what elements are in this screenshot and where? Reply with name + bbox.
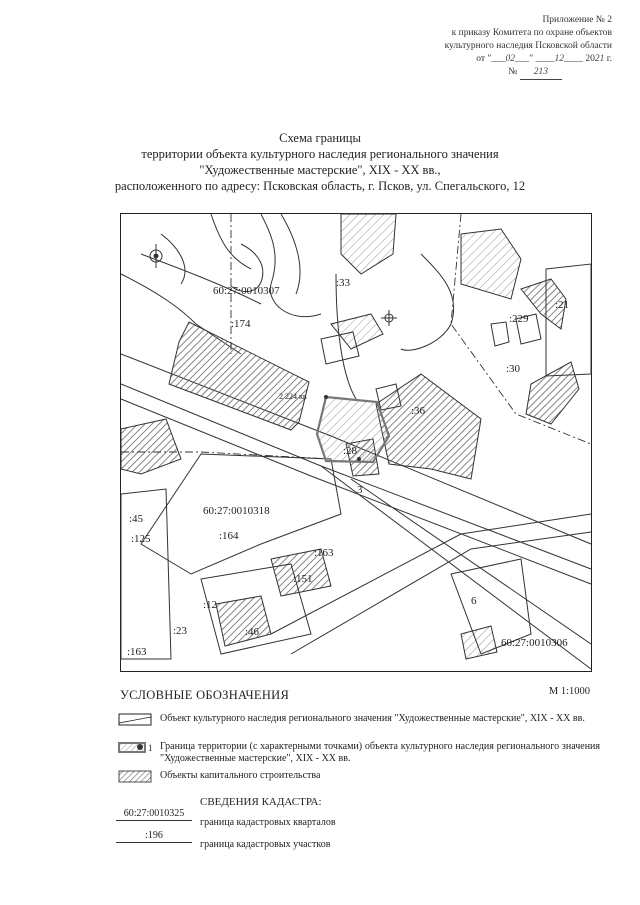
label-parcel-163a: :163 bbox=[314, 547, 334, 559]
legend-buildings-text: Объекты капитального строительства bbox=[160, 770, 321, 781]
number-value: 213 bbox=[520, 66, 562, 80]
order-line-1: к приказу Комитета по охране объектов bbox=[451, 28, 612, 38]
legend-object-symbol bbox=[118, 713, 152, 725]
survey-marker-icon bbox=[150, 244, 162, 268]
order-number bbox=[352, 66, 562, 80]
label-parcel-12: :12 bbox=[203, 599, 218, 611]
label-parcel-33: :33 bbox=[336, 277, 351, 289]
legend-object-text: Объект культурного наследия регионального значения "Художественные мастерские", XIX - XX вв. bbox=[160, 713, 585, 724]
legend-boundary-text: Граница территории (с характерными точками) объекта культурного наследия регионального значения "Художественные мастерские", XIX - XX вв. bbox=[160, 741, 600, 764]
label-parcel-125: :125 bbox=[131, 533, 151, 545]
label-parcel-46: :46 bbox=[245, 626, 260, 638]
label-parcel-229: :229 bbox=[509, 313, 529, 325]
map-drawing bbox=[121, 214, 591, 671]
label-parcel-45: :45 bbox=[129, 513, 144, 525]
order-date: от "___02___" ____12____ 2021 г. bbox=[476, 54, 612, 64]
cadastre-parcel-text: граница кадастровых участков bbox=[200, 839, 331, 850]
label-quarter-0307: 60:27:0010307 bbox=[213, 285, 280, 297]
cadastre-parcel-sample: :196 bbox=[116, 830, 192, 843]
cadastre-quarter-sample: 60:27:0010325 bbox=[116, 808, 192, 821]
order-line-2: культурного наследия Псковской области bbox=[444, 41, 612, 51]
appendix-label: Приложение № 2 bbox=[542, 15, 612, 25]
title-line-4: расположенного по адресу: Псковская область, г. Псков, ул. Спегальского, 12 bbox=[114, 179, 526, 193]
cadastre-quarter-text: граница кадастровых кварталов bbox=[200, 817, 336, 828]
label-quarter-0306: 60:27:0010306 bbox=[501, 637, 568, 649]
cadastre-heading: СВЕДЕНИЯ КАДАСТРА: bbox=[200, 796, 322, 808]
legend-boundary-symbol bbox=[118, 741, 152, 753]
date-year: 20 bbox=[585, 54, 595, 64]
date-prefix: от bbox=[476, 54, 486, 64]
number-prefix: № bbox=[508, 67, 518, 77]
cadastral-map bbox=[120, 213, 592, 672]
label-point-6: 6 bbox=[471, 595, 477, 607]
title-line-1: Схема границы bbox=[279, 131, 361, 145]
date-suffix: г. bbox=[606, 54, 612, 64]
label-parcel-23: :23 bbox=[173, 625, 188, 637]
legend-boundary-num: 1 bbox=[148, 743, 153, 753]
label-area: 2 224 кв bbox=[279, 392, 307, 401]
date-day: 02 bbox=[505, 54, 516, 64]
label-parcel-163b: :163 bbox=[127, 646, 147, 658]
label-parcel-28: :28 bbox=[343, 445, 358, 457]
appendix-block bbox=[352, 14, 612, 80]
date-year-hand: 21 bbox=[594, 54, 605, 64]
title-line-2: территории объекта культурного наследия регионального значения bbox=[141, 147, 499, 161]
legend-buildings-symbol bbox=[118, 770, 152, 782]
label-parcel-164: :164 bbox=[219, 530, 239, 542]
label-parcel-36: :36 bbox=[411, 405, 426, 417]
legend-heading: УСЛОВНЫЕ ОБОЗНАЧЕНИЯ bbox=[120, 688, 290, 702]
label-parcel-21: :21 bbox=[555, 299, 570, 311]
label-quarter-0318: 60:27:0010318 bbox=[203, 505, 270, 517]
label-parcel-30: :30 bbox=[506, 363, 521, 375]
map-scale: М 1:1000 bbox=[548, 686, 590, 697]
label-parcel-174: :174 bbox=[231, 318, 251, 330]
label-parcel-151: :151 bbox=[293, 573, 313, 585]
title-line-3: "Художественные мастерские", XIX - XX вв., bbox=[199, 163, 441, 177]
label-point-3: 3 bbox=[357, 484, 363, 496]
date-month: 12 bbox=[554, 54, 565, 64]
crosshair-marker-icon bbox=[381, 310, 397, 326]
document-title bbox=[60, 130, 580, 194]
